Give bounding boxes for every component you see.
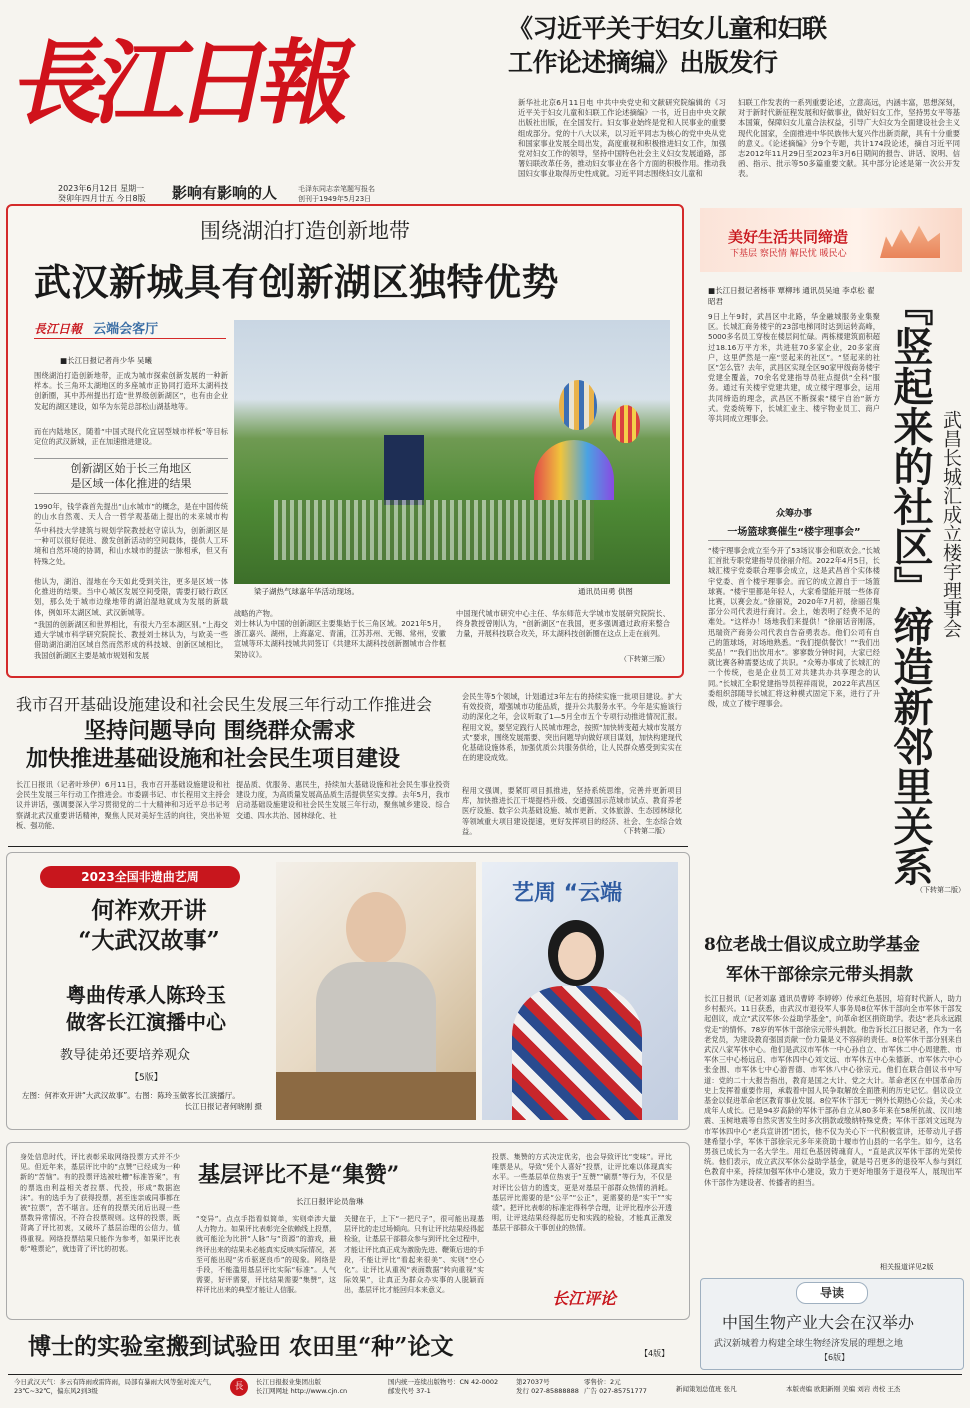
masthead-slogan: 影响有影响的人 — [172, 184, 278, 202]
lead-para4: 华中科技大学建筑与规划学院教授赵守谅认为，创新湖区是一种可以很好促进、激发创新活动的空间载体，提供人工环境和自然环境的协调，和山水城市的提法一脉相承，但又有特殊之处。 — [34, 526, 228, 566]
sidebar-banner-title: 美好生活共同缔造 — [728, 228, 849, 246]
guide-headline: 中国生物产业大会在汉举办 — [722, 1313, 915, 1332]
banner-skyline-graphic — [880, 222, 940, 258]
commentary-col1: 身处信息时代，评比表彰采取网络投票方式并不少见。但近年来，基层评比中的“点赞”已经成为一种新的“苦恼”。有的投票评选被吐槽“标准答案”，有的票选由利益相关者拉票、代投，形成“数据泡沫”。有的选手为了获得投票，甚至连亲戚同事都在被“拉票”，苦不堪言。还有的投票关闭后出现一些票数异常情况，不符合投票规则。这样的投票，既背离了评比初衷，又破坏了基层治理的公信力，值得重视。网络投票结果只能作为参考，如果评比表彰“唯票论”，就违背了评比的初衷。 — [20, 1153, 180, 1253]
guide-page-ref: 【6版】 — [820, 1353, 850, 1362]
lead-para3: 1990年，钱学森首先提出“山水城市”的概念，是在中国传统的山水自然观、天人合一哲学观基础上提出的未来城市构 — [34, 502, 228, 522]
sidebar-body1: 9日上午9时，武昌区中北路，华金融城服务业集聚区。长城汇商务楼宇的23部电梯同时达到运转高峰，5000多名员工穿梭在楼层间忙碌。两栋楼建筑面积超过18.16万平方米，共进驻70多家企业，20多家商户，这里俨然是一座“竖起来的社区”。“竖起来的社区”怎么管？去年，武昌区实现全区90家甲级商务楼宇党建全覆盖，70余名党建指导员驻点提供“全科”服务。通过有关楼宇党建共建，成立楼宇理事会，运用共同缔造的理念，武昌区不断探索“楼宇自治”新方式。党委统筹下，长城汇业主、楼宇物业员工、商户等共同成立理事会。 — [708, 312, 880, 424]
footer-phone1: 发行 027-85888888 — [516, 1387, 579, 1395]
veteran-headline2: 军休干部徐宗元带头捐款 — [726, 965, 913, 985]
lead-col2-b: 刘士林认为中国的创新湖区主要集始于长三角区域。2021年5月，浙江嘉兴、湖州，上海嘉定、青浦，江苏苏州、无锡、常州，安徽宣城等环太湖科技城共同签订《共建环太湖科技创新圈城市合作框架协议》。 — [234, 619, 446, 659]
commentary-headline: 基层评比不是“集赞” — [198, 1162, 400, 1188]
lead-tag-bar — [34, 318, 226, 339]
guide-sub: 武汉新城着力构建全球生物经济发展的理想之地 — [714, 1339, 904, 1349]
sidebar-banner — [700, 208, 962, 272]
policy-jump: （下转第二版） — [620, 827, 669, 835]
sidebar-body2: “楼宇理事会成立至今开了53场议事会和联欢会。”长城汇首批专职党建指导员徐丽介绍。2022年4月5日，长城汇楼宇党委联合理事会成立，这是武昌首个实体楼宇党委、首个楼宇理事会。而它的成立源自于一场篮球赛。“楼宇里都是年轻人，大家希望能开展一些体育比赛，以赛会友。”徐丽说，2020年7月初，徐丽召集部分公司代表进行商讨。会上，她表明了经费不足的难处。“这样办！场地我们来提供！”徐丽话音刚落，迅瑞资产商务公司代表自告奋勇表态。他们公司有自己的篮球场，对场地熟悉。“我们提供餐饮！”“我们出奖品！”“我们出饮用水”。寥寥数分钟时间，大家已经就比赛各种需要达成了共识。“众筹办事成了长城汇的一个传统，也是企业员工对共建共办共享理念的认同。”长城汇全职党建指导员程祥雨说，2022年武昌区委组织部随导长城汇将这种模式固定下来，进行了升级，成立了楼宇理事会。 — [708, 546, 880, 709]
footer-price-block — [584, 1378, 647, 1396]
culture-headline1-line1: 何祚欢开讲 — [91, 897, 207, 924]
policy-body4: 程用文强调，要紧盯项目抓推进，坚持系统思维，完善并更新项目库，加快推进长江干堤提档升级、交通强国示范城市试点、教育养老医疗设施、数字公共基础设施、城市更新、文体旅游、生态园林绿化等领域重大项目建设提速，更好发挥项目的经济、社会、生态综合效益。 — [462, 786, 682, 836]
divider-1 — [8, 846, 688, 847]
culture-photo-left — [276, 862, 476, 1120]
masthead-cn: 毛泽东同志亲笔题写报名 — [298, 185, 375, 193]
masthead-title: 長江日報 — [4, 29, 356, 137]
culture-headline2-line1: 粤曲传承人陈玲玉 — [66, 983, 226, 1007]
sidebar-banner-sub: 下基层 察民情 解民忧 暖民心 — [730, 249, 847, 259]
footer-logo-icon: 長 — [230, 1378, 248, 1396]
stage-screen — [384, 435, 424, 505]
policy-headline1: 坚持问题导向 围绕群众需求 — [84, 718, 356, 744]
speaker-body — [316, 962, 436, 1082]
footer-publisher: 长江日报报业集团出版 — [256, 1378, 321, 1386]
masthead-founded: 创刊于1949年5月23日 — [298, 195, 372, 203]
issue-date — [58, 184, 146, 204]
lead-subhead — [34, 458, 228, 494]
lead-col2-a: 战略的产物。 — [234, 609, 278, 618]
veteran-headline1: 8位老战士倡议成立助学基金 — [704, 935, 920, 955]
culture-headline1 — [70, 896, 228, 956]
policy-body2: 提品质、优服务、惠民生，持续加大基础设施和社会民生事业投资建设力度，为高质量发展高品质生活提供坚实支撑。去年5月，我市启动基础设施建设和社会民生发展三年行动，聚焦城乡建设、综合交通、四水共治、园林绿化、社 — [236, 780, 450, 820]
top-story-headline-line1: 《习近平关于妇女儿童和妇联 — [508, 14, 827, 43]
commentary-col4: 投票、集赞的方式决定优劣，也会导致评比“变味”。评比唯票是从，导致“凭个人喜好”投票，让评比难以体现真实水平。一些基层单位热衷于“互赞”“刷票”等行为，不仅是对评比公信力的透支，更是对基层干部群众热情的消耗。基层评比需要的是“公平”“公正”，更需要的是“实干”“实绩”。把评比表彰的标准定得科学合理，让评比程序公开透明，让评选结果经得起历史和实践的检验，才能真正激发基层干部群众干事创业的热情。 — [492, 1153, 672, 1233]
culture-subhead: 教导徒弟还要培养观众 — [60, 1048, 191, 1063]
bottom-page-ref: 【4版】 — [640, 1349, 670, 1358]
footer-postal: 邮发代号 37-1 — [388, 1387, 431, 1395]
footer-issn-block — [388, 1378, 498, 1396]
veteran-jump: 相关报道详见2版 — [880, 1263, 934, 1271]
culture-credit: 长江日报记者何晓刚 摄 — [184, 1102, 262, 1111]
guest-dress — [512, 986, 642, 1120]
lead-photo-credit: 通讯员田勇 供图 — [578, 587, 633, 596]
commentary-byline: 长江日报评论员詹琳 — [296, 1197, 364, 1206]
lead-tag: 云端会客厅 — [93, 322, 159, 337]
footer-publisher-block — [256, 1378, 347, 1396]
commentary-seal: 长江评论 — [552, 1289, 617, 1308]
sidebar-headline: 『竖起来的社区』缔造新邻里关系 — [887, 286, 934, 886]
footer-editors2: 本版责编 欧阳新刚 美编 刘岩 责校 王杰 — [786, 1385, 901, 1393]
inflatable-arch — [534, 440, 614, 500]
masthead-note — [298, 184, 375, 204]
culture-headline1-line2: “大武汉故事” — [78, 927, 220, 954]
sidebar-sub-kicker: 众筹办事 — [775, 509, 812, 519]
culture-photo-right — [482, 862, 678, 1120]
footer-editors: 新闻策划总值班 张凡 — [676, 1385, 737, 1393]
policy-body1: 长江日报讯（记者叶珍伊）6月11日，我市召开基础设施建设和社会民生发展三年行动工作推进会。市委副书记、市长程用文主持会议并讲话，强调要深入学习贯彻党的二十大精神和习近平总书记考察湖北武汉重要讲话精神，聚焦人民对美好生活的向往，突出补短板、强功能、 — [16, 780, 230, 830]
commentary-col3: 关键在于，上下“一把尺子”，很可能出现基层评比的走过场倾向。只有让评比结果经得起检验，让基层干部群众参与到评比全过程中，才能让评比真正成为激励先进、鞭策后进的手段，不能让评比“看起来很美”、实则“空心化”。让评比从重视“表面数据”转向重视“实际效果”，让真正为群众办实事的人脱颖而出，基层评比才能回归本来意义。 — [344, 1215, 484, 1295]
lead-para2: 而在内陆地区，随着“中国式现代化宜居型城市样板”等目标定位的武汉新城，正在加速推进建设。 — [34, 427, 228, 447]
top-story-headline-line2: 工作论述摘编》出版发行 — [508, 48, 778, 77]
lunar-line: 癸卯年四月廿五 今日8版 — [58, 194, 146, 203]
sidebar-sub-block — [708, 506, 880, 541]
audience-crowd — [274, 500, 594, 560]
lead-para6: “我国的创新湖区和世界相比，有很大乃至本湖区别。”上海交通大学城市科学研究院院长、教授刘士林认为，与欧美一些借助湖泊湖泊区域自然而然形成的科技城、创新区域相比，我国创新湖区主要是城市规划和发展 — [34, 620, 228, 660]
hot-air-balloon-2 — [612, 405, 640, 443]
speaker-table — [276, 1072, 476, 1120]
footer-issue-block — [516, 1378, 579, 1396]
bottom-headline: 博士的实验室搬到试验田 农田里“种”论文 — [28, 1333, 454, 1360]
lead-photo — [234, 320, 670, 584]
culture-photo-right-text: 艺周 “云端 — [512, 881, 623, 906]
culture-headline2 — [36, 982, 256, 1036]
culture-caption-text: 左图：何祚欢开讲“大武汉故事”。右图：陈玲玉做客长江演播厅。 — [22, 1091, 240, 1100]
lead-headline: 武汉新城具有创新湖区独特优势 — [34, 260, 559, 304]
footer-price: 零售价：2元 — [584, 1378, 621, 1386]
culture-headline2-line2: 做客长江演播中心 — [66, 1010, 226, 1034]
policy-body3: 会民生等5个领域，计划通过3年左右的持续实施一批项目建设。扩大有效投资，增强城市功能品质，提升公共服务水平。今年是实施该行动的深化之年，会议听取了1—5月全市五个专项行动推进情况汇报。程用文说，要坚定践行人民城市理念，按照“加快转变超大城市发展方式”要求，围绕发展需要、突出问题导向做好项目谋划，加快构建现代化基础设施体系，加强优质公共服务供给，让人民群众感受到实实在在的建设成效。 — [462, 692, 682, 763]
hot-air-balloon-1 — [559, 380, 597, 430]
veteran-body: 长江日报讯（记者刘嘉 通讯员曹婷 李婷婷）传承红色基因，培育时代新人，助力乡村振兴。11日获悉，由武汉市退役军人事务局8位军休干部向全市军休干部发起倡议，成立“武汉军休·公益助学基金”，向革命老区捐资助学。表达“老兵永远跟党走”的情怀。78岁的军休干部徐宗元带头捐款。他告诉长江日报记者，作为一名老党员，为建设教育强国贡献一份力量是义不容辞的责任。8位军休干部分别来自武汉八家军休中心。他们是武汉市军休一中心孙自立、市军休二中心周建胜、市军休三中心杨远启、市军休四中心刘文远、市军休五中心朱德新、市军休六中心张金围、市军休七中心游晋德、市军休八中心徐宗元。他们在联合倡议书中写道：党的二十大报告指出，教育是国之大计、党之大计。革命老区在中国革命历史上发挥着重要作用，承载着中国人民争取解放全面胜利的历史记忆。倡议设立基金以促进革命老区教育事业发展。8位军休干部无一例外长期热心公益，关心未成年人成长。已是94岁高龄的军休干部孙自立从80多年来在58所抗战、汉川地震、玉树地震等自然灾害发生时多次捐款或缴纳特殊党费；军休干部刘文远现为市军休四中心“老兵宣讲团”团长，他不仅为关心下一代积极宣讲，还带动儿子搭建希望小学，军休干部徐宗元多年来资助十堰市竹山县的一名学生。如今，这名男孩已成长为一名大学生。用红色基因铸魂育人，“直是武汉军休干部的光荣传统。他们表示，成立武汉军休公益助学基金，就是号召更多的退役军人参与到红色教育中来，持续加强军休中心建设，致力于更好地服务于退役军人，展现出军休干部作为建设者、传播者的担当。 — [704, 994, 962, 1187]
guest-face — [558, 932, 596, 980]
culture-caption — [22, 1090, 262, 1112]
footer-issue: 第27037号 — [516, 1378, 550, 1386]
lead-byline: ■长江日报记者肖少华 吴曦 — [60, 356, 152, 365]
lead-para5: 他认为，湖泊、湿地在今天如此受到关注，更多是区域一体化推进的结果。当中心城区发展空间受限，需要打破行政区划，那么处于城市边缘地带的湖泊湿地就成为发展的新载体，例如环太湖区域、武汉新城等。 — [34, 577, 228, 617]
lead-sub2: 是区域一体化推进的结果 — [70, 477, 192, 490]
lead-para1: 围绕湖泊打造创新地带，正成为城市探索创新发展的一种新样本。长三角环太湖地区的多座城市正协同打造环太湖科技创新圈，其中苏州提出打造“世界级创新湖区”，也有由企业发起的湖区建设，如华为东莞总部松山湖基地等。 — [34, 371, 228, 411]
policy-kicker: 我市召开基础设施建设和社会民生发展三年行动工作推进会 — [16, 695, 433, 714]
sidebar-subhead: 武昌长城汇成立楼宇理事会 — [940, 410, 962, 638]
footer-phone2: 广告 027-85751777 — [584, 1387, 647, 1395]
commentary-col2: “变异”。点点手指看似简单，实则牵涉大量人力物力。如果评比表彰完全依赖线上投票，就可能沦为比拼“人脉”与“资源”的游戏，最终评出来的结果未必能真实反映实际情况，甚至可能出现“劣币驱逐良币”的现象。网络是手段，不能滥用基层评比实际“标准”。人气需要，好评需要，评比结果需要“集赞”，这样评比出来的典型才能让人信服。 — [196, 1215, 336, 1295]
lead-kicker: 围绕湖泊打造创新地带 — [200, 219, 410, 243]
lead-photo-caption: 梁子湖热气球嘉年华活动现场。 — [254, 587, 359, 596]
culture-badge: 2023全国非遗曲艺周 — [40, 866, 240, 888]
lead-col3-a: 中国现代城市研究中心主任、华东师范大学城市发展研究院院长、终身教授曾刚认为，“创新湖区”在我国，更多强调通过政府来整合力量，开展科技联合攻关，环太湖科技创新圈在这点上走在前列。 — [456, 609, 670, 639]
policy-headline2: 加快推进基础设施和社会民生项目建设 — [26, 746, 401, 772]
top-story-body-right: 妇联工作发表的一系列重要论述，立意高远，内涵丰富，思想深刻，对于新时代新征程发展和好做事业，做好妇女工作，坚持男女平等基本国策，保障妇女儿童合法权益，引导广大妇女为全面建设社会主义现代化国家，全面推进中华民族伟大复兴作出新贡献，具有十分重要的意义。《论述摘编》分9个专题，共计174段论述，摘自习近平同志2012年11月29日至2023年3月6日期间的报告、讲话、说明、信函、指示、批示等50多篇重要文献。其中部分论述是第一次公开发表。 — [738, 98, 960, 179]
speaker-face — [346, 892, 406, 964]
top-story-headline — [508, 12, 963, 80]
lead-tag-logo: 長江日報 — [34, 322, 83, 336]
date-line: 2023年6月12日 星期一 — [58, 184, 145, 193]
top-story-body-left: 新华社北京6月11日电 中共中央党史和文献研究院编辑的《习近平关于妇女儿童和妇联工作论述摘编》一书，近日由中央文献出版社出版，在全国发行。妇女事业始终是党和人民事业的重要组成部分。党的十八大以来，以习近平同志为核心的党中央从党和国家事业发展全局出发，高度重视和积极推进妇女工作，加强党对妇女工作的领导，坚持中国特色社会主义妇女发展道路，部署妇联改革任务，推动妇女事业在各个方面的积极作用。推动我国妇女事业取得历史性成就。习近平同志围绕妇女儿童和 — [518, 98, 726, 179]
footer-weather: 今日武汉天气：多云有阵雨或雷阵雨，局部有暴雨大风等强对流天气，23℃~32℃，偏东风2到3级 — [14, 1378, 216, 1395]
sidebar-jump: （下转第二版） — [916, 886, 965, 894]
sidebar-sub-title: 一场篮球赛催生“楼宇理事会” — [708, 523, 880, 541]
lead-sub1: 创新湖区始于长三角地区 — [70, 462, 192, 475]
lead-jump: （下转第三版） — [620, 655, 669, 663]
culture-page-ref: 【5版】 — [130, 1073, 163, 1083]
sidebar-byline: ■长江日报记者杨菲 覃柳玮 通讯员吴迪 李卓松 翟昭君 — [708, 286, 875, 306]
guide-label: 导读 — [796, 1282, 868, 1304]
footer-issn: 国内统一连续出版物号：CN 42-0002 — [388, 1378, 499, 1386]
footer-divider — [8, 1374, 962, 1375]
footer-website[interactable]: 长江网网址 http://www.cjn.cn — [256, 1387, 348, 1395]
